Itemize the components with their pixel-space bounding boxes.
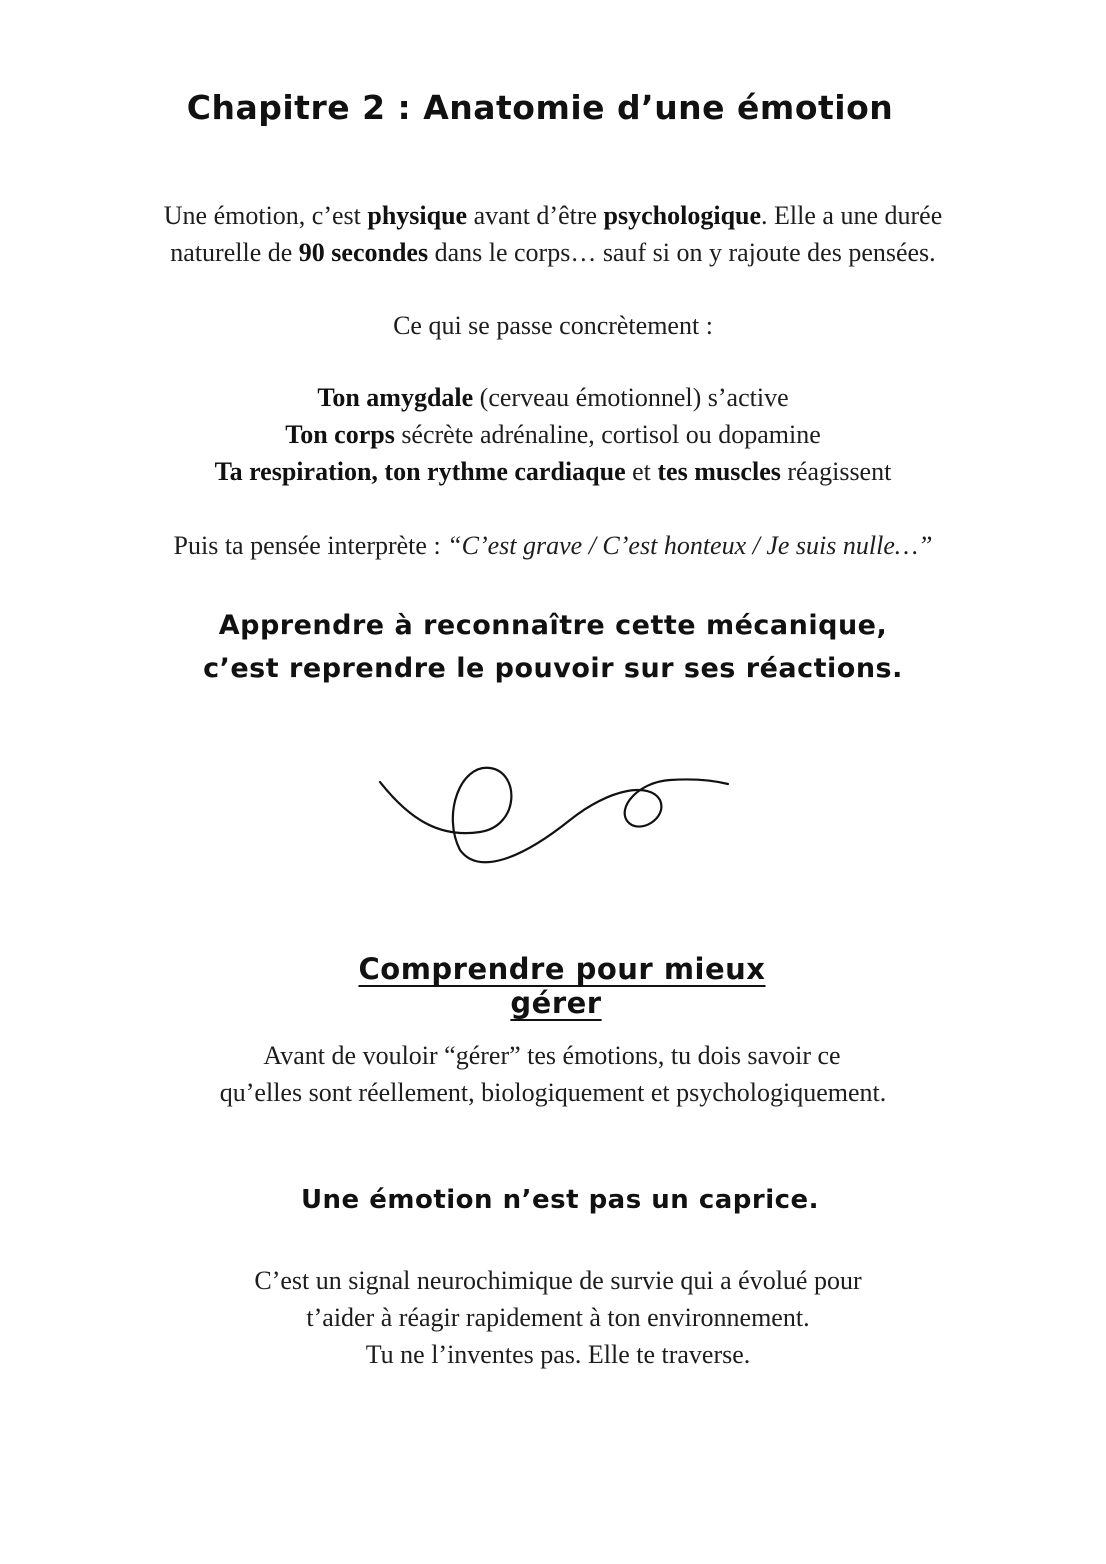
intro-paragraph	[60, 197, 1046, 271]
swirl-flourish-icon	[370, 760, 740, 880]
process-text: et	[625, 457, 658, 486]
section-title-text: Comprendre pour mieux gérer	[358, 952, 766, 1020]
process-text: réagissent	[780, 457, 892, 486]
emphasis-duration: 90 secondes	[298, 238, 429, 267]
highlight-quote	[80, 604, 1026, 690]
process-item-breathing	[60, 453, 1046, 490]
signal-line-2: t’aider à réagir rapidement à ton environnement.	[306, 1303, 810, 1332]
intro-text: . Elle a une durée	[761, 201, 943, 230]
process-text: (cerveau émotionnel) s’active	[473, 383, 789, 412]
intro-line-1	[60, 197, 1046, 234]
process-item-amygdala	[60, 379, 1046, 416]
process-item-body	[60, 416, 1046, 453]
subhead-caprice: Une émotion n’est pas un caprice.	[300, 1185, 820, 1215]
chapter-title: Chapitre 2 : Anatomie d’une émotion	[186, 88, 894, 127]
process-text: sécrète adrénaline, cortisol ou dopamine	[394, 420, 821, 449]
process-bold: tes muscles	[657, 457, 781, 486]
process-list	[60, 379, 1046, 490]
intro-text: dans le corps… sauf si on y rajoute des pensées.	[428, 238, 936, 267]
signal-paragraph	[0, 1262, 1106, 1373]
intro-text: avant d’être	[467, 201, 604, 230]
signal-line-3: Tu ne l’inventes pas. Elle te traverse.	[365, 1340, 751, 1369]
interpretation-quote: “C’est grave / C’est honteux / Je suis nulle…”	[447, 531, 933, 560]
understand-paragraph	[0, 1037, 1106, 1111]
interpretation-line	[60, 527, 1046, 564]
concretely-label	[60, 307, 1046, 344]
highlight-line-2: c’est reprendre le pouvoir sur ses réactions.	[203, 653, 903, 684]
emphasis-psychologique: psychologique	[603, 201, 762, 230]
interpretation-prefix: Puis ta pensée interprète :	[173, 531, 448, 560]
highlight-line-1: Apprendre à reconnaître cette mécanique,	[218, 610, 888, 641]
section-title	[316, 952, 796, 1020]
intro-text: Une émotion, c’est	[163, 201, 368, 230]
process-bold: Ta respiration, ton rythme cardiaque	[214, 457, 626, 486]
swirl-path	[380, 768, 728, 862]
intro-line-2	[60, 234, 1046, 271]
signal-line-1: C’est un signal neurochimique de survie qui a évolué pour	[254, 1266, 862, 1295]
process-bold: Ton corps	[285, 420, 395, 449]
emphasis-physique: physique	[367, 201, 468, 230]
concretely-text: Ce qui se passe concrètement :	[393, 311, 713, 340]
intro-text: naturelle de	[170, 238, 299, 267]
understand-line-2: qu’elles sont réellement, biologiquement et psychologiquement.	[219, 1078, 887, 1107]
understand-line-1: Avant de vouloir “gérer” tes émotions, tu dois savoir ce	[263, 1041, 841, 1070]
process-bold: Ton amygdale	[317, 383, 474, 412]
